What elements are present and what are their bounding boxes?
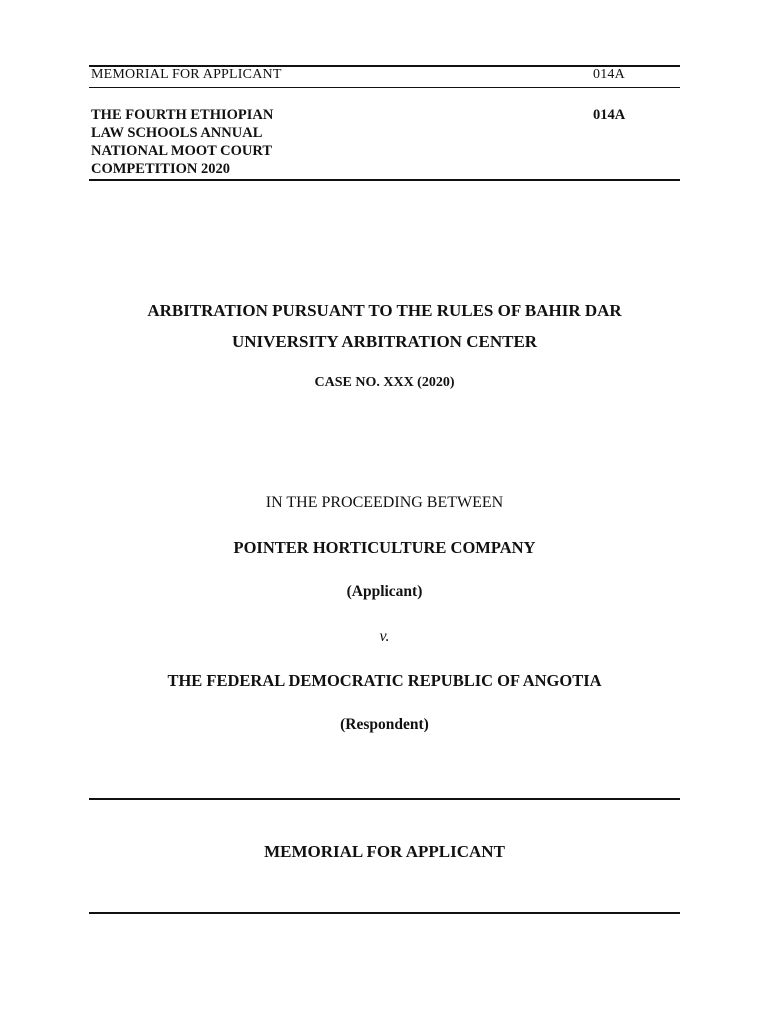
respondent-role: (Respondent) (340, 716, 429, 733)
memorial-top-rule (89, 798, 680, 800)
applicant-role: (Applicant) (346, 583, 423, 600)
competition-line: COMPETITION 2020 (91, 161, 230, 177)
competition-block (91, 106, 680, 178)
competition-line: NATIONAL MOOT COURT (91, 143, 273, 159)
header-divider-rule (89, 87, 680, 88)
versus-label: v. (379, 628, 390, 645)
memorial-bottom-rule (89, 912, 680, 914)
competition-line: LAW SCHOOLS ANNUAL (91, 125, 263, 141)
running-header (91, 67, 680, 83)
document-type-title: MEMORIAL FOR APPLICANT (264, 842, 505, 861)
header-bottom-rule (89, 179, 680, 181)
respondent-name: THE FEDERAL DEMOCRATIC REPUBLIC OF ANGOTIA (167, 671, 602, 690)
running-header-title: MEMORIAL FOR APPLICANT (91, 67, 282, 82)
competition-team-number: 014A (593, 107, 626, 123)
applicant-name: POINTER HORTICULTURE COMPANY (233, 538, 536, 557)
running-header-team-number: 014A (593, 67, 625, 82)
arbitration-title-line1: ARBITRATION PURSUANT TO THE RULES OF BAHIR DAR (147, 301, 622, 320)
case-number: CASE NO. XXX (2020) (314, 375, 455, 390)
arbitration-title-line2: UNIVERSITY ARBITRATION CENTER (231, 332, 538, 351)
proceeding-intro: IN THE PROCEEDING BETWEEN (265, 494, 504, 511)
competition-line: THE FOURTH ETHIOPIAN (91, 107, 274, 123)
